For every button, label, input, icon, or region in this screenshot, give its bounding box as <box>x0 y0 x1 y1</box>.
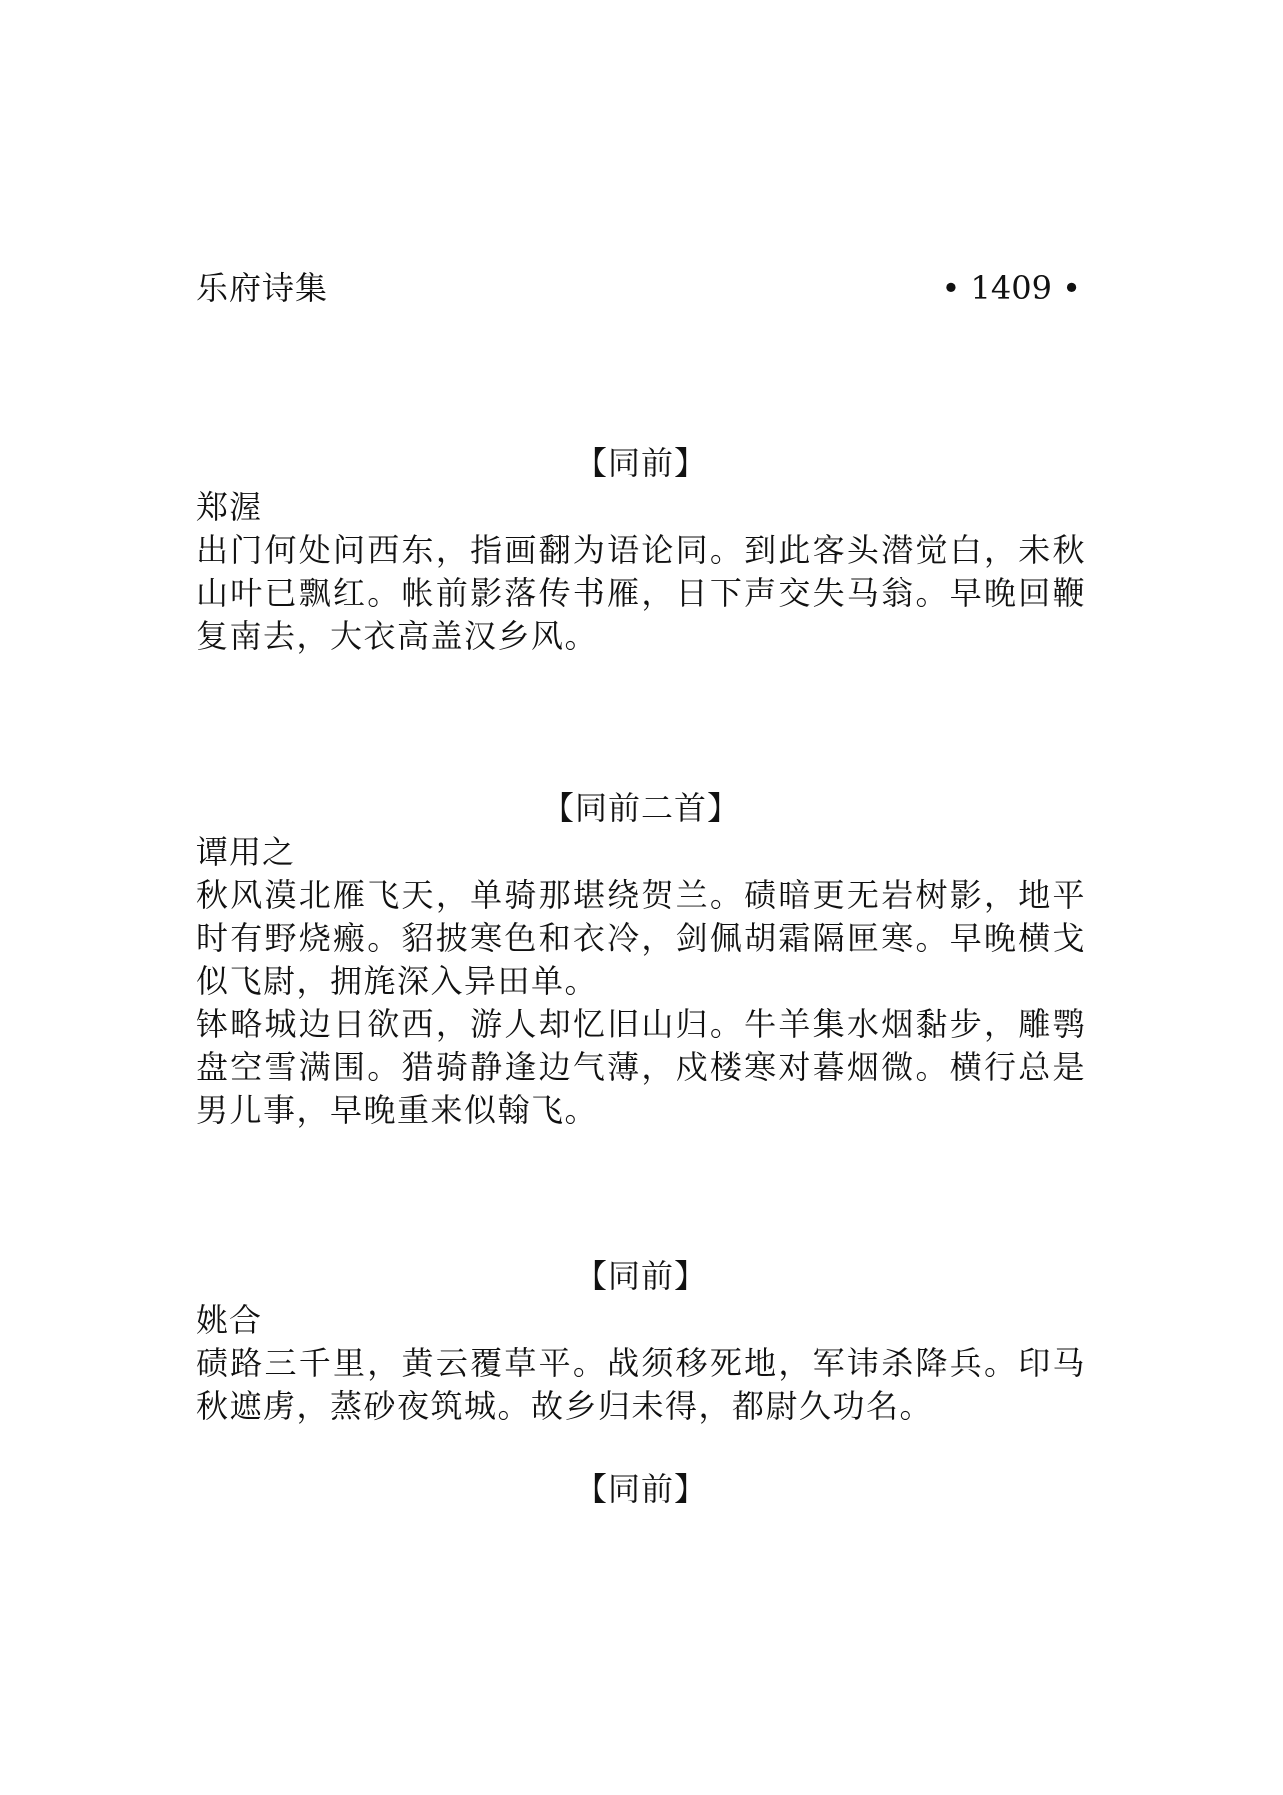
poem-title: 【同前】 <box>574 444 707 482</box>
poem-author: 郑渥 <box>196 488 263 526</box>
poem-title: 【同前二首】 <box>541 789 740 827</box>
running-head-book-title: 乐府诗集 <box>196 269 329 307</box>
poem-block <box>196 441 1086 658</box>
poem-text: 秋风漠北雁飞天，单骑那堪绕贺兰。碛暗更无岩树影，地平时有野烧瘢。貂披寒色和衣冷，剑佩胡霜隔匣寒。早晚横戈似飞尉，拥旄深入异田单。 <box>196 876 1086 1000</box>
poem-title: 【同前】 <box>574 1470 707 1508</box>
poem-text: 出门何处问西东，指画翻为语论同。到此客头潜觉白，未秋山叶已飘红。帐前影落传书雁，日下声交失马翁。早晚回鞭复南去，大衣高盖汉乡风。 <box>196 531 1086 655</box>
poem-text: 钵略城边日欲西，游人却忆旧山归。牛羊集水烟黏步，雕鹗盘空雪满围。猎骑静逢边气薄，戍楼寒对暮烟微。横行总是男儿事，早晚重来似翰飞。 <box>196 1005 1086 1129</box>
poem-block <box>196 1254 1086 1428</box>
poem-block <box>196 1467 1086 1511</box>
poem-author: 姚合 <box>196 1301 263 1339</box>
poem-title: 【同前】 <box>574 1257 707 1295</box>
page-number: • 1409 • <box>941 269 1081 307</box>
poem-author: 谭用之 <box>196 833 296 871</box>
poem-text: 碛路三千里，黄云覆草平。战须移死地，军讳杀降兵。印马秋遮虏，蒸砂夜筑城。故乡归未得，都尉久功名。 <box>196 1344 1086 1425</box>
poem-block <box>196 786 1086 1132</box>
